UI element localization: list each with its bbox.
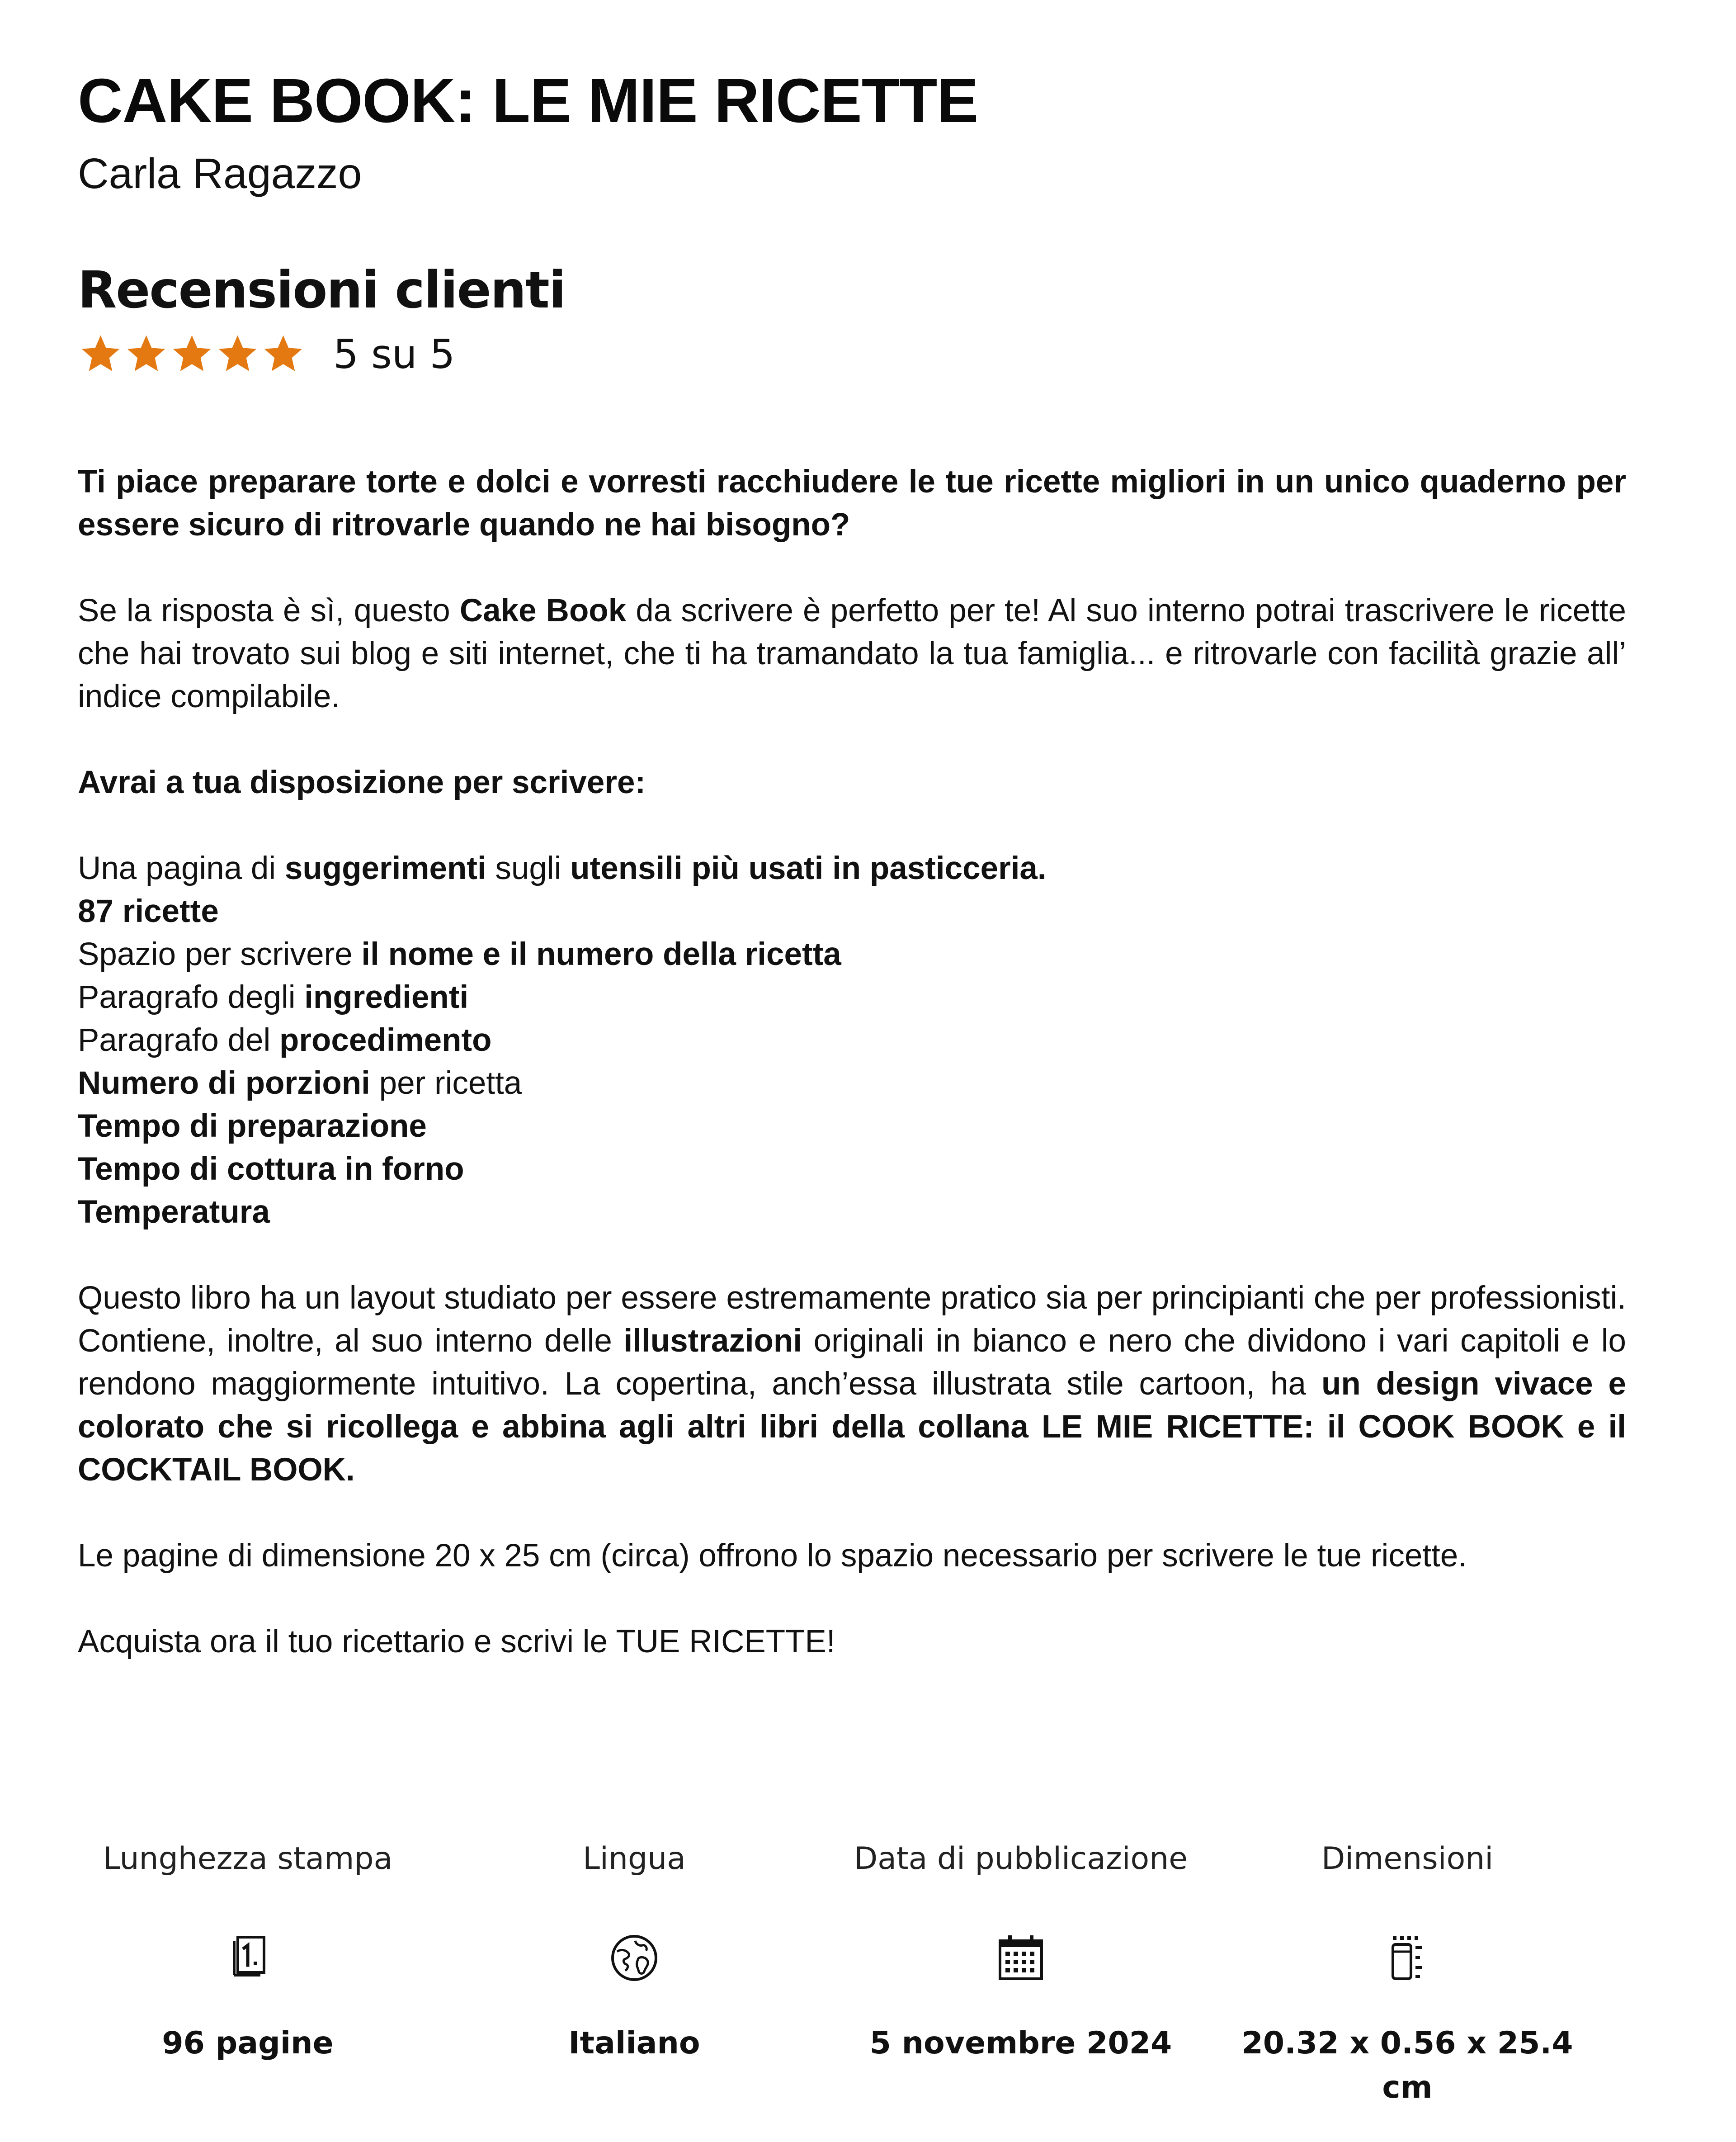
detail-value: 5 novembre 2024 [869,2025,1172,2061]
features-heading: Avrai a tua disposizione per scrivere: [78,765,646,800]
detail-label: Lunghezza stampa [103,1841,393,1877]
description-intro: Ti piace preparare torte e dolci e vorresti racchiudere le tue ricette migliori in un unico quaderno per essere sicuro di ritrovarle quando ne hai bisogno? [78,464,1626,543]
star-icon [169,332,215,377]
globe-icon [607,1931,661,1985]
numbered-page-icon [221,1931,275,1985]
list-item: Spazio per scrivere il nome e il numero della ricetta [78,936,841,972]
detail-print-length [67,1809,429,2125]
detail-label: Dimensioni [1321,1841,1494,1877]
list-item: Una pagina di suggerimenti sugli utensili più usati in pasticceria. [78,851,1047,886]
star-icon [260,332,306,377]
detail-dimensions [1227,1809,1588,2125]
description-paragraph: Le pagine di dimensione 20 x 25 cm (circa) offrono lo spazio necessario per scrivere le tue ricette. [78,1538,1467,1574]
list-item: Paragrafo degli ingredienti [78,979,469,1015]
product-title: CAKE BOOK: LE MIE RICETTE [78,66,978,136]
reviews-heading: Recensioni clienti [78,261,566,320]
product-description [78,460,1626,1663]
detail-value: 96 pagine [162,2025,334,2061]
detail-language [453,1809,815,2125]
calendar-icon [994,1931,1048,1985]
detail-label: Lingua [583,1841,686,1877]
list-item: Tempo di preparazione [78,1108,427,1144]
rating-summary[interactable] [78,332,455,377]
author-name[interactable]: Carla Ragazzo [78,150,362,198]
list-item: Temperatura [78,1194,270,1230]
features-list [78,761,1626,804]
list-item: Numero di porzioni per ricetta [78,1065,522,1101]
detail-publication-date [840,1809,1202,2125]
star-icon [215,332,260,377]
description-paragraph: Questo libro ha un layout studiato per essere estremamente pratico sia per principianti che per professionisti. Contiene, inoltre, al suo interno delle illustrazioni originali in bianco e nero che dividono i vari capitoli e lo rendono maggiormente intuitivo. La copertina, anch’essa illustrata stile cartoon, ha un design vivace e colorato che si ricollega e abbina agli altri libri della collana LE MIE RICETTE: il COOK BOOK e il COCKTAIL BOOK. [78,1280,1627,1488]
description-paragraph: Se la risposta è sì, questo Cake Book da scrivere è perfetto per te! Al suo interno potrai trascrivere le ricette che hai trovato sui blog e siti internet, che ti ha tramandato la tua famiglia... e ritrovarle con facilità grazie all’ indice compilabile. [78,593,1626,714]
star-icon [78,332,123,377]
detail-value: 20.32 x 0.56 x 25.4 cm [1241,2025,1573,2105]
star-rating [78,332,306,377]
product-details [67,1809,1622,2125]
list-item: 87 ricette [78,894,219,929]
description-closing: Acquista ora il tuo ricettario e scrivi le TUE RICETTE! [78,1624,835,1660]
dimensions-icon [1380,1931,1434,1985]
detail-label: Data di pubblicazione [854,1841,1188,1877]
star-icon [123,332,169,377]
list-item: Paragrafo del procedimento [78,1022,492,1058]
detail-value: Italiano [568,2025,700,2061]
list-item: Tempo di cottura in forno [78,1151,464,1187]
rating-text: 5 su 5 [333,331,455,378]
